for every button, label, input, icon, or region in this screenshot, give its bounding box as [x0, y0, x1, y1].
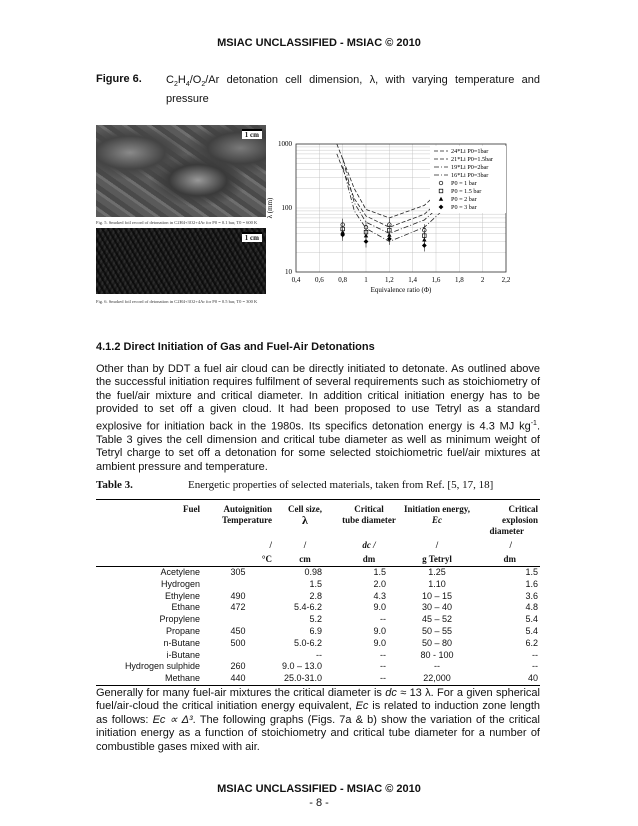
table-row	[96, 567, 540, 579]
x-tick-label: 1,2	[384, 276, 394, 284]
cell-auto: 440	[202, 673, 274, 685]
y-tick-label: 1000	[278, 140, 292, 148]
cell-fuel: Acetylene	[160, 567, 200, 577]
unit-sep-auto: /	[269, 540, 272, 550]
table-row	[96, 638, 540, 650]
cell-exp: 1.6	[525, 578, 538, 589]
table-row	[96, 591, 540, 603]
cell-auto: 490	[230, 590, 246, 601]
cell-init: 50 – 80	[421, 637, 453, 648]
x-tick-label: 2	[480, 276, 485, 284]
cell-init: 1.25	[428, 567, 446, 577]
y-tick-label: 10	[285, 268, 292, 276]
legend-swatch	[439, 181, 443, 185]
cell-init: 22,000	[402, 673, 472, 685]
cell-auto: 450	[230, 625, 246, 636]
table-row	[96, 602, 540, 614]
page-header: MSIAC UNCLASSIFIED - MSIAC © 2010	[217, 37, 421, 49]
cell-crit: 2.0	[373, 578, 386, 589]
table-row	[96, 673, 540, 685]
legend-label: 21*Li P0=1.5bar	[451, 156, 493, 164]
col-header-critical-tube: Critical tube diameter	[336, 500, 402, 538]
cell-crit: 9.0	[373, 637, 386, 648]
data-point	[422, 243, 427, 248]
cell-auto: 260	[230, 661, 246, 672]
legend-label: P0 = 1.5 bar	[451, 188, 482, 196]
x-tick-label: 0,4	[291, 276, 301, 284]
x-tick-label: 0,6	[314, 276, 324, 284]
cell-init: 45 – 52	[421, 614, 453, 625]
cell-auto: 472	[230, 602, 246, 613]
cell-exp: 1.5	[525, 567, 538, 577]
cell-fuel: Hydrogen sulphide	[124, 661, 200, 672]
unit-exp: dm	[472, 551, 540, 567]
page-footer: MSIAC UNCLASSIFIED - MSIAC © 2010	[217, 783, 421, 795]
y-tick-label: 100	[281, 204, 292, 212]
scale-bar-1: 1 cm	[242, 129, 262, 139]
cell-auto	[202, 650, 274, 662]
cell-exp: 5.4	[525, 625, 538, 636]
legend-label: 24*Li P0=1bar	[451, 148, 489, 156]
cell-init: 1.10	[428, 578, 446, 589]
cell-exp: --	[532, 649, 538, 660]
photo-2-caption: Fig. 6. Smoked foil record of detonation in C2H4+3O2+4Ar for P0 = 0.5 bar, T0 = 300 K	[96, 299, 258, 304]
table-row	[96, 650, 540, 662]
unit-init: g Tetryl	[402, 551, 472, 567]
scale-bar-2: 1 cm	[242, 232, 262, 242]
cell-cell: 0.98	[304, 567, 322, 577]
cell-cell: 1.5	[309, 578, 322, 589]
cell-fuel: Hydrogen	[160, 578, 200, 589]
legend-label: 19*Li P0=2bar	[451, 164, 489, 172]
cell-crit: 9.0	[373, 602, 386, 613]
x-tick-label: 0,8	[338, 276, 348, 284]
page-number: - 8 -	[309, 797, 329, 809]
cell-init: --	[434, 661, 440, 672]
x-axis-label: Equivalence ratio (Φ)	[370, 286, 432, 294]
x-tick-label: 1,8	[454, 276, 464, 284]
cell-fuel: Ethane	[171, 602, 200, 613]
cell-exp: 40	[472, 673, 540, 685]
cell-exp: 6.2	[525, 637, 538, 648]
data-point	[364, 239, 369, 244]
cell-exp: 3.6	[525, 590, 538, 601]
figure-label: Figure 6.	[96, 73, 142, 85]
cell-size-chart	[262, 134, 530, 306]
cell-exp: 5.4	[525, 614, 538, 625]
cell-crit: --	[380, 649, 386, 660]
cell-cell: --	[316, 649, 322, 660]
col-header-cell-size: Cell size, λ	[274, 500, 336, 538]
smoked-foil-photo-1	[96, 125, 266, 217]
legend-label: P0 = 2 bar	[451, 196, 477, 204]
col-header-initiation-energy: Initiation energy, Ec	[402, 500, 472, 538]
legend-swatch	[439, 189, 443, 193]
cell-auto	[202, 614, 274, 626]
table-row	[96, 614, 540, 626]
unit-sep-exp: /	[509, 540, 512, 550]
table-row	[96, 661, 540, 673]
x-tick-label: 1	[364, 276, 368, 284]
x-tick-label: 1,6	[431, 276, 441, 284]
table-caption: Energetic properties of selected materials, taken from Ref. [5, 17, 18]	[188, 479, 494, 491]
photo-1-caption: Fig. 5. Smoked foil record of detonation in C2H4+3O2+4Ar for P0 = 0.1 bar, T0 = 600 K	[96, 220, 258, 225]
legend-label: P0 = 3 bar	[451, 204, 477, 212]
cell-fuel: Ethylene	[164, 590, 200, 601]
cell-init: 10 – 15	[421, 590, 453, 601]
col-header-autoignition: Autoignition Temperature	[202, 500, 274, 538]
legend-label: P0 = 1 bar	[451, 180, 477, 188]
cell-exp: 4.8	[525, 602, 538, 613]
unit-auto: °C	[202, 551, 274, 567]
cell-cell: 6.9	[309, 625, 322, 636]
unit-sep-init: /	[435, 540, 439, 550]
cell-auto: 500	[230, 637, 246, 648]
cell-exp: --	[532, 661, 538, 672]
cell-auto: 305	[230, 567, 246, 577]
cell-fuel: i-Butane	[166, 649, 200, 660]
figure-caption: $C_2H_4/O_2/Ar$ detonation cell dimension, λ, with varying temperature and pressure	[166, 74, 540, 106]
energetic-properties-table	[96, 499, 540, 686]
cell-init: 80 - 100	[420, 649, 454, 660]
unit-cell: cm	[274, 551, 336, 567]
cell-cell: 5.0-6.2	[293, 637, 322, 648]
smoked-foil-photo-2	[96, 228, 266, 294]
cell-fuel: Methane	[96, 673, 202, 685]
section-title: 4.1.2 Direct Initiation of Gas and Fuel-Air Detonations	[96, 341, 375, 353]
paragraph-2: Generally for many fuel-air mixtures the critical diameter is dc ≈ 13 λ. For a given spherical fuel/air-cloud the critical initiation energy equivalent, Ec is related to induction zone length as follows: Ec ∝ Δ³. The following graphs (Figs. 7a & b) show the variation of the critical initiation energy as a function of stoichiometry and critical tube diameter for a number of combustible gases mixed with air.	[96, 687, 540, 753]
x-tick-label: 2,2	[501, 276, 511, 284]
unit-sep-cell: /	[303, 540, 307, 550]
cell-crit: 4.3	[373, 590, 386, 601]
cell-crit: --	[380, 661, 386, 672]
cell-crit: --	[336, 673, 402, 685]
cell-cell: 25.0-31.0	[274, 673, 336, 685]
cell-cell: 2.8	[309, 590, 322, 601]
table-row	[96, 626, 540, 638]
cell-crit: 9.0	[373, 625, 386, 636]
cell-fuel: n-Butane	[163, 637, 200, 648]
paragraph-1: Other than by DDT a fuel air cloud can be directly initiated to detonate. As outlined above the successful initiation requires fulfilment of several requirements such as stoichiometry of the fuel/air mixture and critical diameter. In addition critical initiation energy has to be provided to set off a given cloud. It had been proposed to use Tetryl as a standard explosive for initiation back in the 1980s. Its specifics detonation energy is 4.3 MJ $kg^{-1}$. Table 3 gives the cell dimension and critical tube diameter as well as minimum weight of Tetryl charge to set off a detonation for some selected stoichiometric fuel/air mixtures at ambient pressure and temperature.	[96, 363, 540, 473]
col-header-fuel: Fuel	[96, 500, 202, 538]
table-row	[96, 579, 540, 591]
cell-cell: 9.0 – 13.0	[281, 661, 322, 672]
cell-init: 30 – 40	[421, 602, 453, 613]
y-axis-label: λ (mm)	[266, 197, 274, 219]
cell-cell: 5.2	[309, 614, 322, 625]
cell-init: 50 – 55	[421, 625, 453, 636]
unit-sep-crit: dc /	[362, 540, 376, 550]
cell-cell: 5.4-6.2	[293, 602, 322, 613]
cell-crit: --	[380, 614, 386, 625]
x-tick-label: 1,4	[408, 276, 418, 284]
legend-label: 16*Li P0=3bar	[451, 172, 489, 180]
col-header-critical-explosion: Critical explosion diameter	[472, 500, 540, 538]
table-label: Table 3.	[96, 479, 133, 491]
cell-fuel: Propylene	[159, 614, 200, 625]
unit-crit: dm	[336, 551, 402, 567]
cell-crit: 1.5	[373, 567, 386, 577]
cell-auto	[202, 579, 274, 591]
cell-fuel: Propane	[165, 625, 200, 636]
